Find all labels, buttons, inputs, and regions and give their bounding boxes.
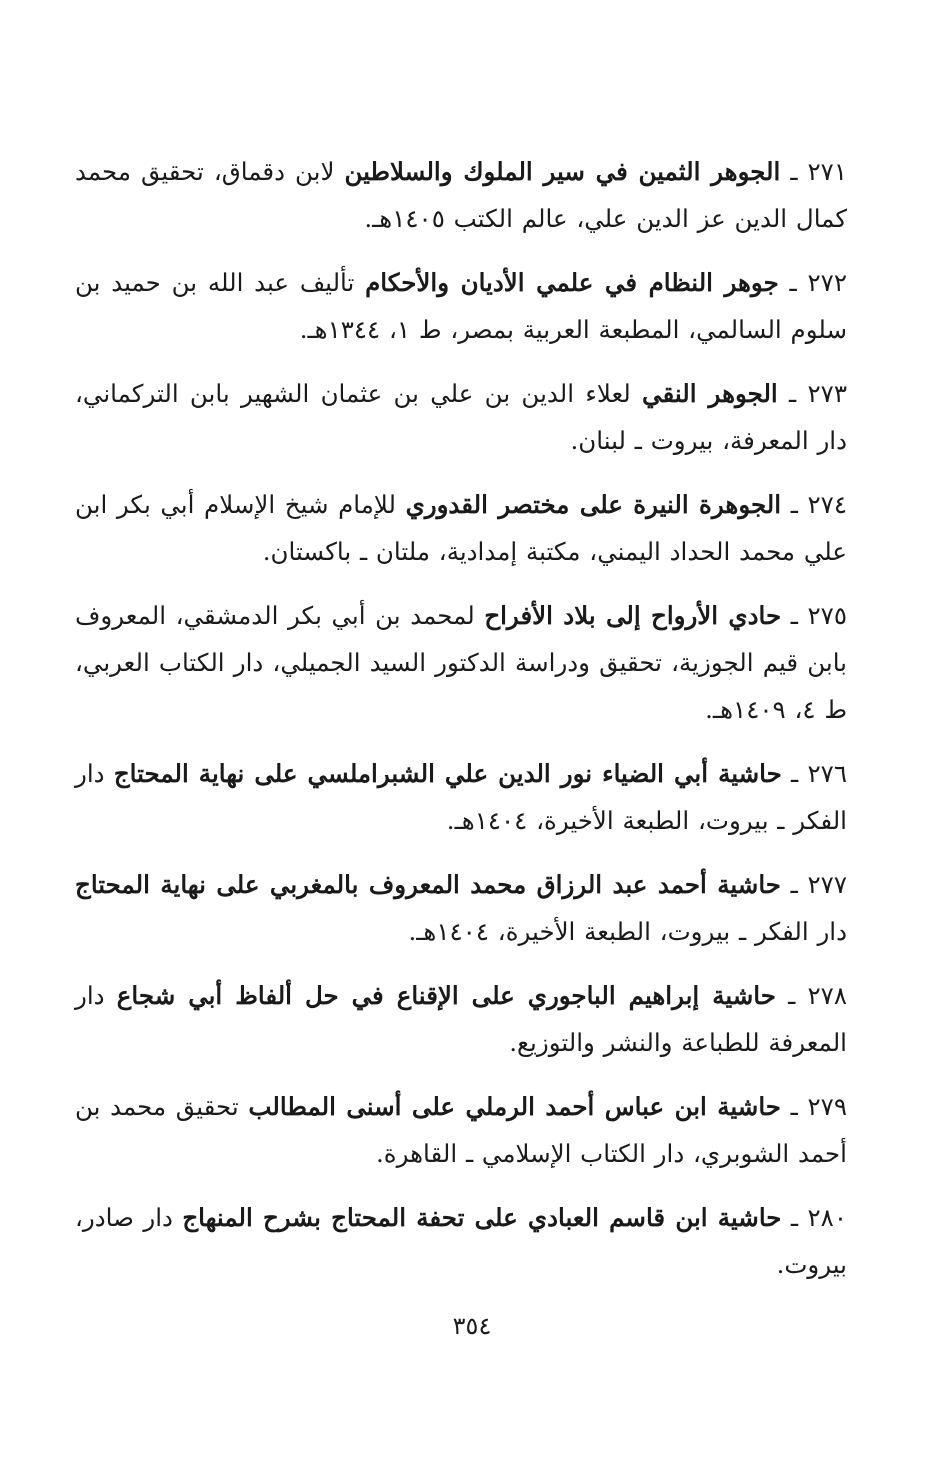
bibliography-entry-275 bbox=[75, 592, 847, 733]
entry-separator: ـ bbox=[780, 1092, 808, 1121]
entry-separator: ـ bbox=[781, 490, 808, 519]
entry-details: تأليف عبد الله بن حميد بن سلوم السالمي، المطبعة العربية بمصر، ط ١، ١٣٤٤هـ. bbox=[75, 268, 847, 344]
entry-details: دار الفكر ـ بيروت، الطبعة الأخيرة، ١٤٠٤هـ. bbox=[75, 759, 847, 835]
entry-number: ٢٧٨ bbox=[807, 981, 847, 1010]
entry-number: ٢٧٢ bbox=[807, 268, 847, 297]
entry-details: دار الفكر ـ بيروت، الطبعة الأخيرة، ١٤٠٤هـ. bbox=[408, 917, 847, 946]
bibliography-page bbox=[75, 148, 847, 1305]
entry-details: لمحمد بن أبي بكر الدمشقي، المعروف بابن قيم الجوزية، تحقيق ودراسة الدكتور السيد الجميلي، دار الكتاب العربي، ط ٤، ١٤٠٩هـ. bbox=[75, 601, 847, 724]
bibliography-entry-279 bbox=[75, 1083, 847, 1177]
entry-number: ٢٨٠ bbox=[807, 1203, 847, 1232]
entry-title: حادي الأرواح إلى بلاد الأفراح bbox=[484, 601, 782, 630]
entry-title: حاشية إبراهيم الباجوري على الإقناع في حل ألفاظ أبي شجاع bbox=[116, 981, 776, 1010]
entry-number: ٢٧٧ bbox=[807, 870, 847, 899]
entry-separator: ـ bbox=[775, 981, 808, 1010]
entry-title: حاشية ابن قاسم العبادي على تحفة المحتاج بشرح المنهاج bbox=[182, 1203, 782, 1232]
entry-number: ٢٧٣ bbox=[807, 379, 847, 408]
entry-number: ٢٧٥ bbox=[807, 601, 847, 630]
entry-title: جوهر النظام في علمي الأديان والأحكام bbox=[365, 268, 779, 297]
entry-separator: ـ bbox=[781, 1203, 808, 1232]
entry-title: حاشية ابن عباس أحمد الرملي على أسنى المطالب bbox=[248, 1092, 781, 1121]
bibliography-entry-272 bbox=[75, 259, 847, 353]
bibliography-entry-276 bbox=[75, 750, 847, 844]
entry-details: لعلاء الدين بن علي بن عثمان الشهير بابن التركماني، دار المعرفة، بيروت ـ لبنان. bbox=[75, 379, 847, 455]
entry-number: ٢٧١ bbox=[807, 157, 847, 186]
entry-details: دار صادر، بيروت. bbox=[75, 1203, 847, 1279]
entry-title: الجوهر الثمين في سير الملوك والسلاطين bbox=[344, 157, 781, 186]
entry-title: الجوهر النقي bbox=[642, 379, 778, 408]
entry-separator: ـ bbox=[778, 268, 808, 297]
entry-separator: ـ bbox=[777, 379, 808, 408]
entry-separator: ـ bbox=[781, 601, 808, 630]
entry-separator: ـ bbox=[780, 157, 808, 186]
entry-details: دار المعرفة للطباعة والنشر والتوزيع. bbox=[75, 981, 847, 1057]
entry-details: لابن دقماق، تحقيق محمد كمال الدين عز الدين علي، عالم الكتب ١٤٠٥هـ. bbox=[75, 157, 847, 233]
entry-number: ٢٧٩ bbox=[807, 1092, 847, 1121]
entry-number: ٢٧٤ bbox=[807, 490, 847, 519]
entry-separator: ـ bbox=[780, 870, 808, 899]
entry-number: ٢٧٦ bbox=[807, 759, 847, 788]
page-number: ٣٥٤ bbox=[452, 1312, 492, 1340]
bibliography-entry-278 bbox=[75, 972, 847, 1066]
bibliography-entry-274 bbox=[75, 481, 847, 575]
entry-title: الجوهرة النيرة على مختصر القدوري bbox=[405, 490, 782, 519]
entry-separator: ـ bbox=[781, 759, 808, 788]
entry-title: حاشية أحمد عبد الرزاق محمد المعروف بالمغربي على نهاية المحتاج bbox=[75, 870, 781, 899]
bibliography-entry-280 bbox=[75, 1194, 847, 1288]
bibliography-entry-273 bbox=[75, 370, 847, 464]
entry-title: حاشية أبي الضياء نور الدين علي الشبراملسي على نهاية المحتاج bbox=[113, 759, 782, 788]
bibliography-entry-277 bbox=[75, 861, 847, 955]
entry-details: تحقيق محمد بن أحمد الشوبري، دار الكتاب الإسلامي ـ القاهرة. bbox=[75, 1092, 847, 1168]
bibliography-entry-271 bbox=[75, 148, 847, 242]
entry-details: للإمام شيخ الإسلام أبي بكر ابن علي محمد الحداد اليمني، مكتبة إمدادية، ملتان ـ باكستان. bbox=[75, 490, 847, 566]
